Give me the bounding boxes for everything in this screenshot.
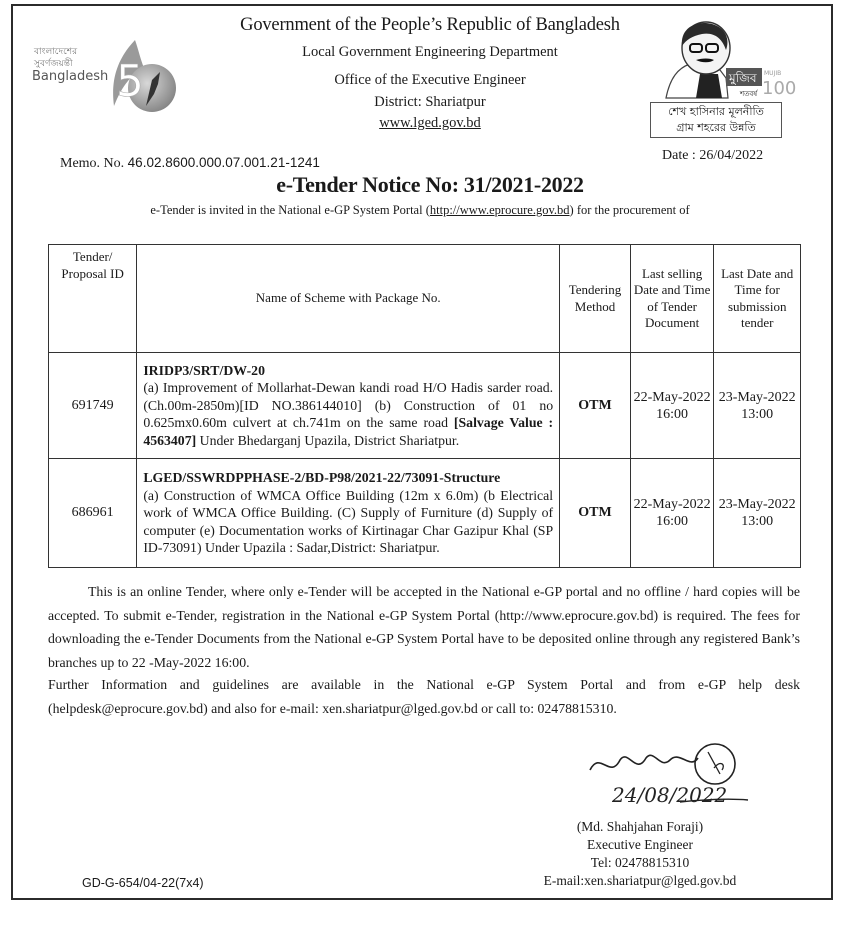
tender-id: 686961 <box>49 459 137 568</box>
footer-code: GD-G-654/04-22(7x4) <box>82 876 204 890</box>
header-scheme-name: Name of Scheme with Package No. <box>137 245 560 353</box>
slogan-line2: গ্রাম শহরের উন্নতি <box>676 121 756 134</box>
header-tendering-method: Tendering Method <box>560 245 631 353</box>
table-row <box>49 459 801 568</box>
last-submission-date: 23-May-2022 13:00 <box>714 459 801 568</box>
invite-prefix: e-Tender is invited in the National e-GP System Portal ( <box>150 203 430 217</box>
svg-text:5: 5 <box>116 56 144 107</box>
scheme-location: Under Bhedarganj Upazila, District Shariatpur. <box>196 432 460 448</box>
mujib-bn-text: মুজিব <box>729 71 757 85</box>
department-name: Local Government Engineering Department <box>302 44 558 60</box>
slogan-line1: শেখ হাসিনার মূলনীতি <box>668 105 764 118</box>
memo-number <box>60 155 320 172</box>
package-number: IRIDP3/SRT/DW-20 <box>143 362 265 378</box>
mujib-en-text: MUJIB <box>764 70 782 77</box>
notice-date: Date : 26/04/2022 <box>662 148 764 163</box>
tendering-method: OTM <box>560 459 631 568</box>
table-header-row <box>49 245 801 353</box>
signatory-name: (Md. Shahjahan Foraji) <box>576 819 704 834</box>
scheme-cell <box>137 353 560 459</box>
signature-date: 24/08/2022 <box>612 783 728 807</box>
salvage-value: [Salvage Value : 4563407] <box>143 415 554 448</box>
tender-table <box>48 244 801 568</box>
header-tender-id: Tender/ Proposal ID <box>49 245 137 353</box>
further-info-paragraph: Further Information and guidelines are available in the National e-GP System Portal and from e-GP help desk (helpdesk@eprocure.gov.bd) and also for e-mail: xen.shariatpur@lged.gov.bd or call to: 02478815310. <box>48 677 800 716</box>
signatory-tel: Tel: 02478815310 <box>590 855 690 870</box>
government-title: Government of the People’s Republic of Bangladesh <box>240 15 620 35</box>
signatory-email: E-mail:xen.shariatpur@lged.gov.bd <box>543 873 737 888</box>
header-last-submission: Last Date and Time for submission tender <box>714 245 801 353</box>
header-last-selling: Last selling Date and Time of Tender Document <box>630 245 714 353</box>
golden-jubilee-emblem-icon <box>100 36 180 116</box>
eprocure-link[interactable]: http://www.eprocure.gov.bd <box>429 203 570 217</box>
website <box>180 115 680 132</box>
district-name: District: Shariatpur <box>374 94 486 110</box>
tender-id: 691749 <box>49 353 137 459</box>
mujib-100-logo <box>648 18 797 146</box>
signatory-designation: Executive Engineer <box>586 837 694 852</box>
scheme-description: (a) Construction of WMCA Office Building (12m x 6.0m) (b Electrical work of WMCA Office Building. (C) Supply of Furniture (d) Supply of computer (e) Documentation works of Kirtinagar Char Gazipur Khal (SP ID-73091) Under Upazila : Sadar,District: Shariatpur. <box>143 487 554 556</box>
scheme-description: (a) Improvement of Mollarhat-Dewan kandi road H/O Hadis sarder road.(Ch.00m-2850m)[ID NO.386144010] (b) Construction of 01 no 0.625mx0.60m culvert at ch.741m on the same road <box>143 380 554 431</box>
portrait-icon <box>656 18 797 102</box>
logo-label: Bangladesh <box>32 69 109 84</box>
invite-line <box>30 203 810 218</box>
last-submission-date: 23-May-2022 13:00 <box>714 353 801 459</box>
signature-icon <box>580 740 750 820</box>
logo-bengali-line1: বাংলাদেশের <box>34 47 78 57</box>
online-tender-paragraph: This is an online Tender, where only e-Tender will be accepted in the National e-GP portal and no offline / hard copies will be accepted. To submit e-Tender, registration in the National e-GP System Portal (http://www.eprocure.gov.bd) is required. The fees for downloading the e-Tender Documents from the National e-GP System Portal have to be deposited online through any registered Bank’s branches up to 22 -May-2022 16:00. <box>48 584 800 670</box>
slogan-box <box>650 102 782 138</box>
hundred-text: 100 <box>762 78 797 99</box>
last-selling-date: 22-May-2022 16:00 <box>630 459 714 568</box>
bangladesh-50-logo <box>30 36 180 116</box>
last-selling-date: 22-May-2022 16:00 <box>630 353 714 459</box>
notice-title: e-Tender Notice No: 31/2021-2022 <box>276 172 584 197</box>
signatory-block <box>540 818 740 890</box>
memo-label: Memo. No. <box>60 156 128 171</box>
office-name: Office of the Executive Engineer <box>334 72 526 88</box>
invite-suffix: ) for the procurement of <box>569 203 690 217</box>
scheme-cell <box>137 459 560 568</box>
website-link[interactable]: www.lged.gov.bd <box>379 115 481 131</box>
memo-value: 46.02.8600.000.07.001.21-1241 <box>127 155 320 170</box>
table-row <box>49 353 801 459</box>
logo-bengali-line2: সুবর্ণজয়ন্তী <box>34 59 73 69</box>
tendering-method: OTM <box>560 353 631 459</box>
borsho-text: শতবর্ষ <box>740 90 758 98</box>
package-number: LGED/SSWRDPPHASE-2/BD-P98/2021-22/73091-Structure <box>143 470 501 486</box>
